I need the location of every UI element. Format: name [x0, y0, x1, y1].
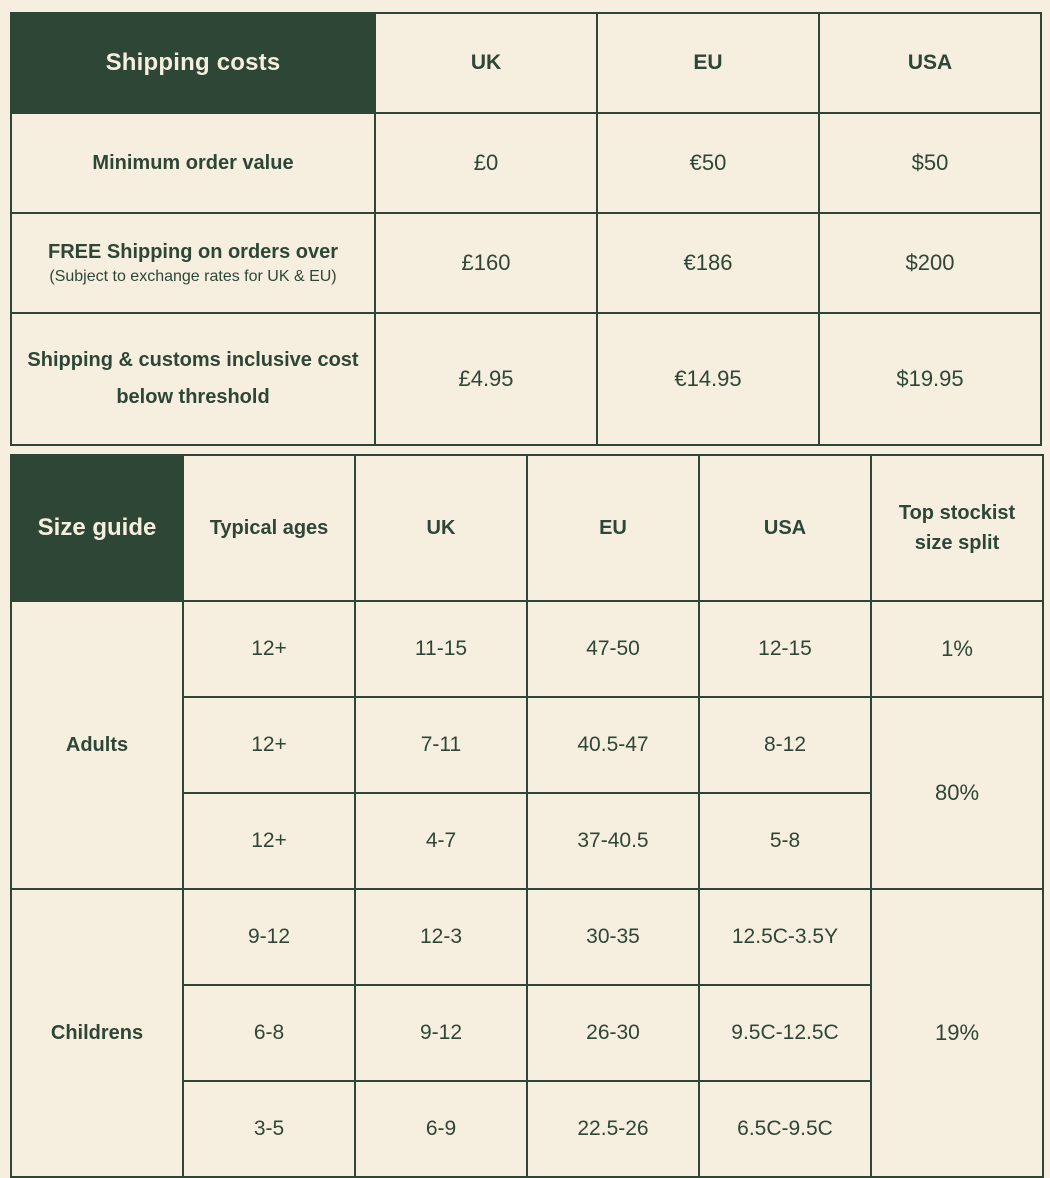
cell-childrens-usa-3: 6.5C-9.5C: [699, 1081, 871, 1177]
cell-childrens-uk-3: 6-9: [355, 1081, 527, 1177]
cell-adults-uk-3: 4-7: [355, 793, 527, 889]
cell-adults-ages-3: 12+: [183, 793, 355, 889]
cell-minimum-order-uk: £0: [375, 113, 597, 213]
table-row: [11, 601, 1043, 697]
table-row: [11, 313, 1041, 445]
table-row: [11, 213, 1041, 313]
shipping-costs-table: [10, 12, 1042, 446]
cell-shipping-customs-usa: $19.95: [819, 313, 1041, 445]
table-row: [11, 13, 1041, 113]
shipping-column-usa: USA: [819, 13, 1041, 113]
size-guide-title: Size guide: [11, 455, 183, 601]
cell-free-shipping-usa: $200: [819, 213, 1041, 313]
cell-adults-eu-1: 47-50: [527, 601, 699, 697]
table-row: [11, 889, 1043, 985]
cell-childrens-ages-2: 6-8: [183, 985, 355, 1081]
cell-childrens-ages-3: 3-5: [183, 1081, 355, 1177]
shipping-column-uk: UK: [375, 13, 597, 113]
cell-childrens-usa-2: 9.5C-12.5C: [699, 985, 871, 1081]
cell-adults-eu-2: 40.5-47: [527, 697, 699, 793]
cell-adults-usa-1: 12-15: [699, 601, 871, 697]
cell-adults-eu-3: 37-40.5: [527, 793, 699, 889]
row-label-free-shipping: [11, 213, 375, 313]
row-label-shipping-customs-inclusive: Shipping & customs inclusive cost below threshold: [11, 313, 375, 445]
cell-childrens-uk-2: 9-12: [355, 985, 527, 1081]
cell-childrens-ages-1: 9-12: [183, 889, 355, 985]
cell-adults-split-1: 1%: [871, 601, 1043, 697]
group-label-childrens: Childrens: [11, 889, 183, 1177]
group-label-adults: Adults: [11, 601, 183, 889]
row-label-free-shipping-note: (Subject to exchange rates for UK & EU): [49, 267, 337, 285]
cell-adults-ages-1: 12+: [183, 601, 355, 697]
shipping-title: Shipping costs: [11, 13, 375, 113]
cell-adults-uk-1: 11-15: [355, 601, 527, 697]
cell-minimum-order-usa: $50: [819, 113, 1041, 213]
row-label-free-shipping-main: FREE Shipping on orders over: [47, 240, 339, 263]
shipping-column-eu: EU: [597, 13, 819, 113]
cell-free-shipping-uk: £160: [375, 213, 597, 313]
size-column-typical-ages: Typical ages: [183, 455, 355, 601]
cell-childrens-split: 19%: [871, 889, 1043, 1177]
size-column-eu: EU: [527, 455, 699, 601]
table-row: [11, 455, 1043, 601]
size-column-usa: USA: [699, 455, 871, 601]
cell-childrens-uk-1: 12-3: [355, 889, 527, 985]
cell-adults-uk-2: 7-11: [355, 697, 527, 793]
cell-adults-ages-2: 12+: [183, 697, 355, 793]
cell-minimum-order-eu: €50: [597, 113, 819, 213]
cell-shipping-customs-uk: £4.95: [375, 313, 597, 445]
table-row: [11, 113, 1041, 213]
cell-free-shipping-eu: €186: [597, 213, 819, 313]
cell-shipping-customs-eu: €14.95: [597, 313, 819, 445]
cell-childrens-usa-1: 12.5C-3.5Y: [699, 889, 871, 985]
size-guide-table: [10, 454, 1044, 1178]
cell-adults-usa-2: 8-12: [699, 697, 871, 793]
cell-childrens-eu-3: 22.5-26: [527, 1081, 699, 1177]
row-label-minimum-order-value: Minimum order value: [11, 113, 375, 213]
size-column-top-stockist-size-split: Top stockist size split: [871, 455, 1043, 601]
size-column-uk: UK: [355, 455, 527, 601]
cell-childrens-eu-1: 30-35: [527, 889, 699, 985]
cell-adults-split-2: 80%: [871, 697, 1043, 889]
cell-childrens-eu-2: 26-30: [527, 985, 699, 1081]
cell-adults-usa-3: 5-8: [699, 793, 871, 889]
